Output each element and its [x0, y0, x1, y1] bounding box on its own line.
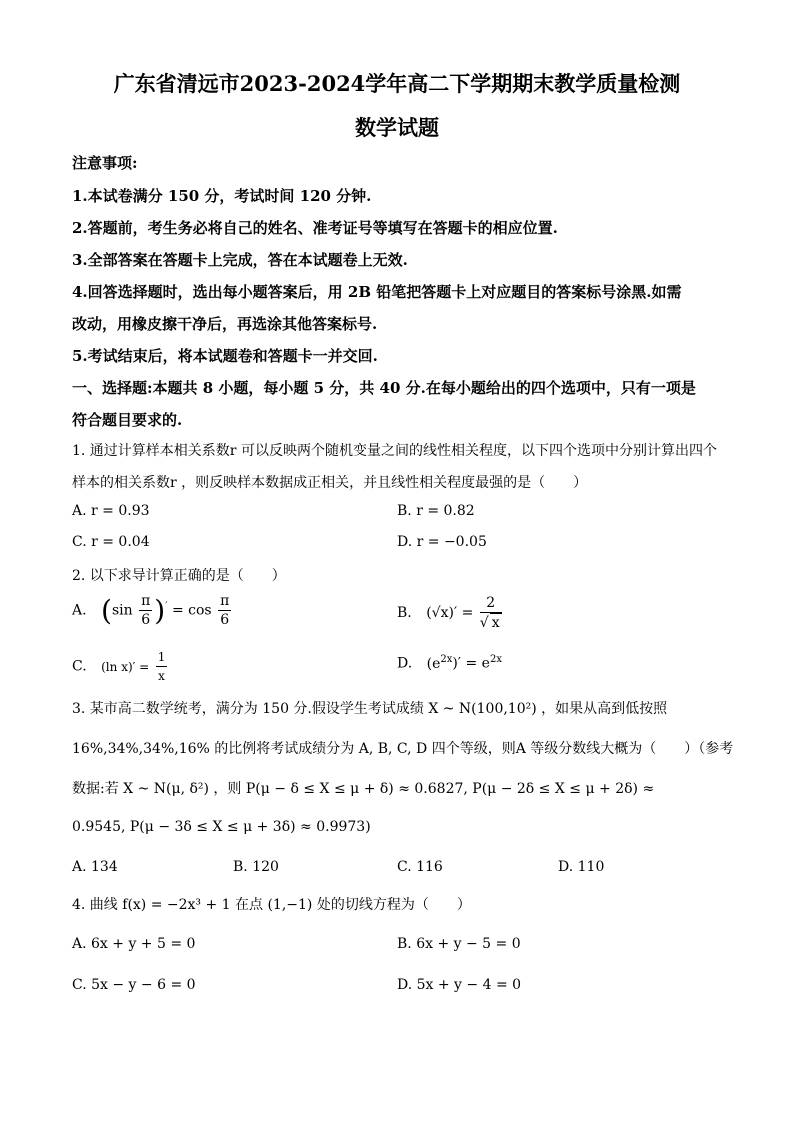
q2-a-sin: sin	[111, 602, 133, 619]
note-item: 5.考试结束后，将本试题卷和答题卡一并交回.	[72, 347, 378, 365]
note-item: 2.答题前，考生务必将自己的姓名、准考证号等填写在答题卡的相应位置.	[72, 219, 558, 237]
note-item: 4.回答选择题时，选出每小题答案后，用 2B 铅笔把答题卡上对应题目的答案标号涂黑.如需	[72, 283, 682, 301]
q4-option-a: A. 6x + y + 5 = 0	[72, 936, 196, 952]
q2-b-fraction: $\frac{2}{√ x}$	[479, 595, 500, 631]
section-heading-cont: 符合题目要求的.	[72, 411, 183, 429]
q2-b-label: B.	[397, 605, 412, 621]
q3-option-d: D. 110	[558, 859, 605, 875]
question-3-ref: 数据:若 X ~ N(μ, δ²) ，则 P(μ − δ ≤ X ≤ μ + δ) ≈ 0.6827, P(μ − 2δ ≤ X ≤ μ + 2δ) ≈	[72, 781, 655, 797]
q2-c-fraction: $\frac{1}{x}$	[157, 650, 166, 683]
q1-option-a: A. r = 0.93	[72, 503, 150, 519]
note-item: 1.本试卷满分 150 分，考试时间 120 分钟.	[72, 187, 372, 205]
exam-subtitle: 数学试题	[355, 115, 439, 140]
q2-option-a: A. (sin $\frac{\pi}{6}$ )′ = cos $\frac{\pi}{6}$	[72, 593, 230, 628]
q1-option-b: B. r = 0.82	[397, 503, 475, 519]
q2-option-d: D. $(e^{2x})' = e^{2x}$	[397, 654, 502, 672]
q2-a-rhs: = cos	[171, 602, 212, 619]
q3-option-b: B. 120	[233, 859, 279, 875]
question-3-ref-cont: 0.9545, P(μ − 3δ ≤ X ≤ μ + 3δ) ≈ 0.9973)	[72, 819, 371, 835]
q2-d-label: D.	[397, 655, 413, 672]
q2-b-lhs: (√x)′ =	[426, 605, 474, 621]
notes-heading: 注意事项:	[72, 154, 138, 172]
q2-a-label: A.	[72, 602, 87, 619]
exam-title: 广东省清远市2023-2024学年高二下学期期末教学质量检测	[113, 71, 681, 96]
question-1-stem-cont: 样本的相关系数r ，则反映样本数据成正相关，并且线性相关程度最强的是（ ）	[72, 475, 588, 491]
q2-a-fraction: $\frac{\pi}{6}$	[141, 593, 151, 628]
q2-option-c	[72, 648, 169, 685]
q4-option-d: D. 5x + y − 4 = 0	[397, 977, 522, 993]
q3-option-a: A. 134	[72, 859, 118, 875]
q2-option-b	[397, 594, 504, 632]
q4-option-c: C. 5x − y − 6 = 0	[72, 977, 196, 993]
q2-c-lhs: (ln x)′ =	[101, 659, 150, 674]
q1-option-c: C. r = 0.04	[72, 534, 150, 550]
question-2-stem: 2. 以下求导计算正确的是（ ）	[72, 568, 286, 584]
q4-option-b: B. 6x + y − 5 = 0	[397, 936, 521, 952]
question-3-stem: 3. 某市高二数学统考，满分为 150 分.假设学生考试成绩 X ~ N(100,10²) ，如果从高到低按照	[72, 701, 668, 717]
question-4-stem: 4. 曲线 f(x) = −2x³ + 1 在点 (1,−1) 处的切线方程为（ ）	[72, 897, 471, 913]
question-1-stem: 1. 通过计算样本相关系数r 可以反映两个随机变量之间的线性相关程度，以下四个选项中分别计算出四个	[72, 443, 717, 459]
note-item: 改动，用橡皮擦干净后，再选涂其他答案标号.	[72, 315, 378, 333]
q2-c-label: C.	[72, 658, 87, 675]
section-heading: 一、选择题:本题共 8 小题，每小题 5 分，共 40 分.在每小题给出的四个选项中，只有一项是	[72, 379, 696, 397]
q2-a-rhs-fraction: $\frac{\pi}{6}$	[220, 593, 230, 628]
q3-option-c: C. 116	[397, 859, 443, 875]
q2-d-expr: (e	[426, 655, 441, 672]
q1-option-d: D. r = −0.05	[397, 534, 487, 550]
question-3-stem-cont: 16%,34%,34%,16% 的比例将考试成绩分为 A, B, C, D 四个等级，则A 等级分数线大概为（ ）（参考	[72, 741, 734, 757]
note-item: 3.全部答案在答题卡上完成，答在本试题卷上无效.	[72, 251, 408, 269]
